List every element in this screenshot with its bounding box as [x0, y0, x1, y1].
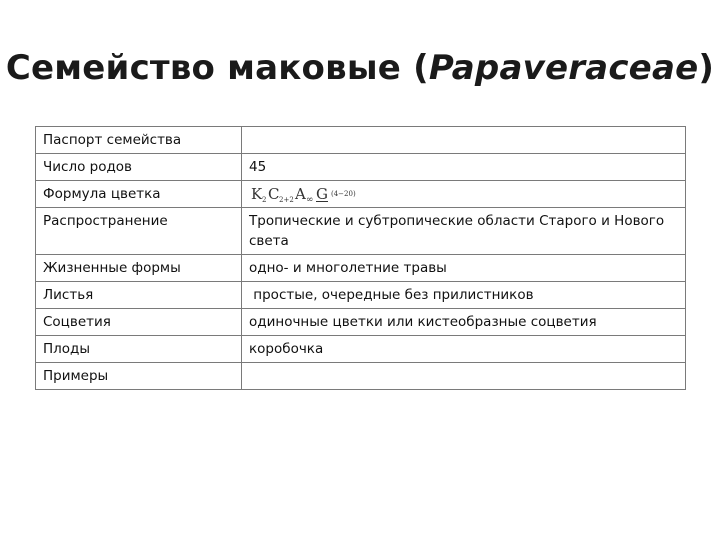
- row-label: Распространение: [36, 208, 242, 255]
- formula-g-sub: (4−20): [331, 190, 356, 198]
- formula-c: C: [268, 185, 280, 203]
- row-value-formula: [242, 181, 686, 208]
- title-latin-name: Papaveraceae: [428, 48, 699, 88]
- formula-g: G: [316, 185, 328, 203]
- row-label: Число родов: [36, 154, 242, 181]
- row-label: Плоды: [36, 336, 242, 363]
- row-value: [242, 363, 686, 390]
- table-row: [36, 363, 686, 390]
- formula-k: K: [251, 185, 263, 203]
- table-row: [36, 336, 686, 363]
- row-value: коробочка: [242, 336, 686, 363]
- row-value: простые, очередные без прилистников: [242, 282, 686, 309]
- row-label: Листья: [36, 282, 242, 309]
- table-row: [36, 208, 686, 255]
- title-prefix: Семейство маковые (: [5, 48, 429, 88]
- flower-formula-image: [249, 182, 379, 203]
- formula-c-sub: 2+2: [279, 196, 294, 203]
- row-label: Соцветия: [36, 309, 242, 336]
- row-value: 45: [242, 154, 686, 181]
- table-header-right: [242, 127, 686, 154]
- table-header-left: Паспорт семейства: [36, 127, 242, 154]
- table-row: [36, 154, 686, 181]
- table-row: [36, 309, 686, 336]
- row-label: Жизненные формы: [36, 255, 242, 282]
- row-value: одно- и многолетние травы: [242, 255, 686, 282]
- formula-a: A: [295, 185, 306, 203]
- table-row: [36, 255, 686, 282]
- table-header-row: [36, 127, 686, 154]
- row-value: Тропические и субтропические области Старого и Нового света: [242, 208, 686, 255]
- table-row: [36, 282, 686, 309]
- row-value: одиночные цветки или кистеобразные соцветия: [242, 309, 686, 336]
- table-row: [36, 181, 686, 208]
- row-label: Формула цветка: [36, 181, 242, 208]
- formula-a-sub: ∞: [306, 195, 314, 203]
- row-label: Примеры: [36, 363, 242, 390]
- family-passport-table: [35, 126, 686, 390]
- title-suffix: ): [698, 48, 715, 88]
- slide-title: [0, 48, 720, 88]
- formula-k-sub: 2: [262, 196, 267, 203]
